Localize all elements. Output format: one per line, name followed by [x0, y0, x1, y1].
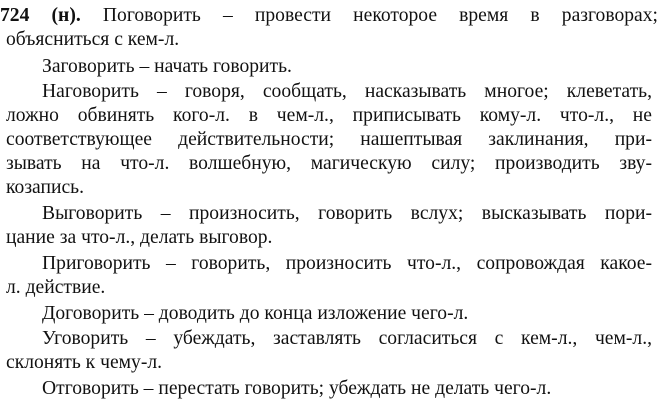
paragraph-zagovorit-line-1: Заговорить – начать говорить. [42, 56, 292, 77]
paragraph-pogovorit-text-1: Поговорить – провести некоторое время в разговорах; [102, 5, 658, 26]
paragraph-prigovorit-line-2: л. действие. [6, 277, 106, 298]
paragraph-ugovorit-line-1: Уговорить – убеждать, заставлять согласиться с кем-л., чем-л., [42, 328, 652, 349]
paragraph-dogovorit-line-1: Договорить – доводить до конца изложение чего-л. [42, 303, 469, 324]
paragraph-ugovorit-line-2: склонять к чему-л. [6, 352, 163, 373]
paragraph-nagovorit-line-5: козапись. [6, 177, 85, 198]
paragraph-vygovorit-line-1: Выговорить – произносить, говорить вслух; высказывать пори- [42, 203, 652, 224]
paragraph-nagovorit-line-2: ложно обвинять кого-л. в чем-л., приписывать кому-л. что-л., не [6, 105, 652, 126]
paragraph-pogovorit-line-1 [0, 4, 658, 28]
paragraph-otgovorit-line-1: Отговорить – перестать говорить; убеждать не делать чего-л. [42, 378, 552, 399]
paragraph-vygovorit-line-2: цание за что-л., делать выговор. [6, 227, 273, 248]
exercise-number: 724 (н). [0, 5, 81, 26]
paragraph-pogovorit-line-2: объясниться с кем-л. [6, 29, 180, 50]
paragraph-nagovorit-line-1: Наговорить – говоря, сообщать, насказывать многое; клеветать, [42, 81, 652, 102]
paragraph-prigovorit-line-1: Приговорить – говорить, произносить что-л., сопровождая какое- [42, 253, 652, 274]
paragraph-nagovorit-line-4: зывать на что-л. волшебную, магическую силу; производить зву- [6, 153, 652, 174]
paragraph-nagovorit-line-3: соответствующее действительности; нашептывая заклинания, при- [6, 129, 652, 150]
